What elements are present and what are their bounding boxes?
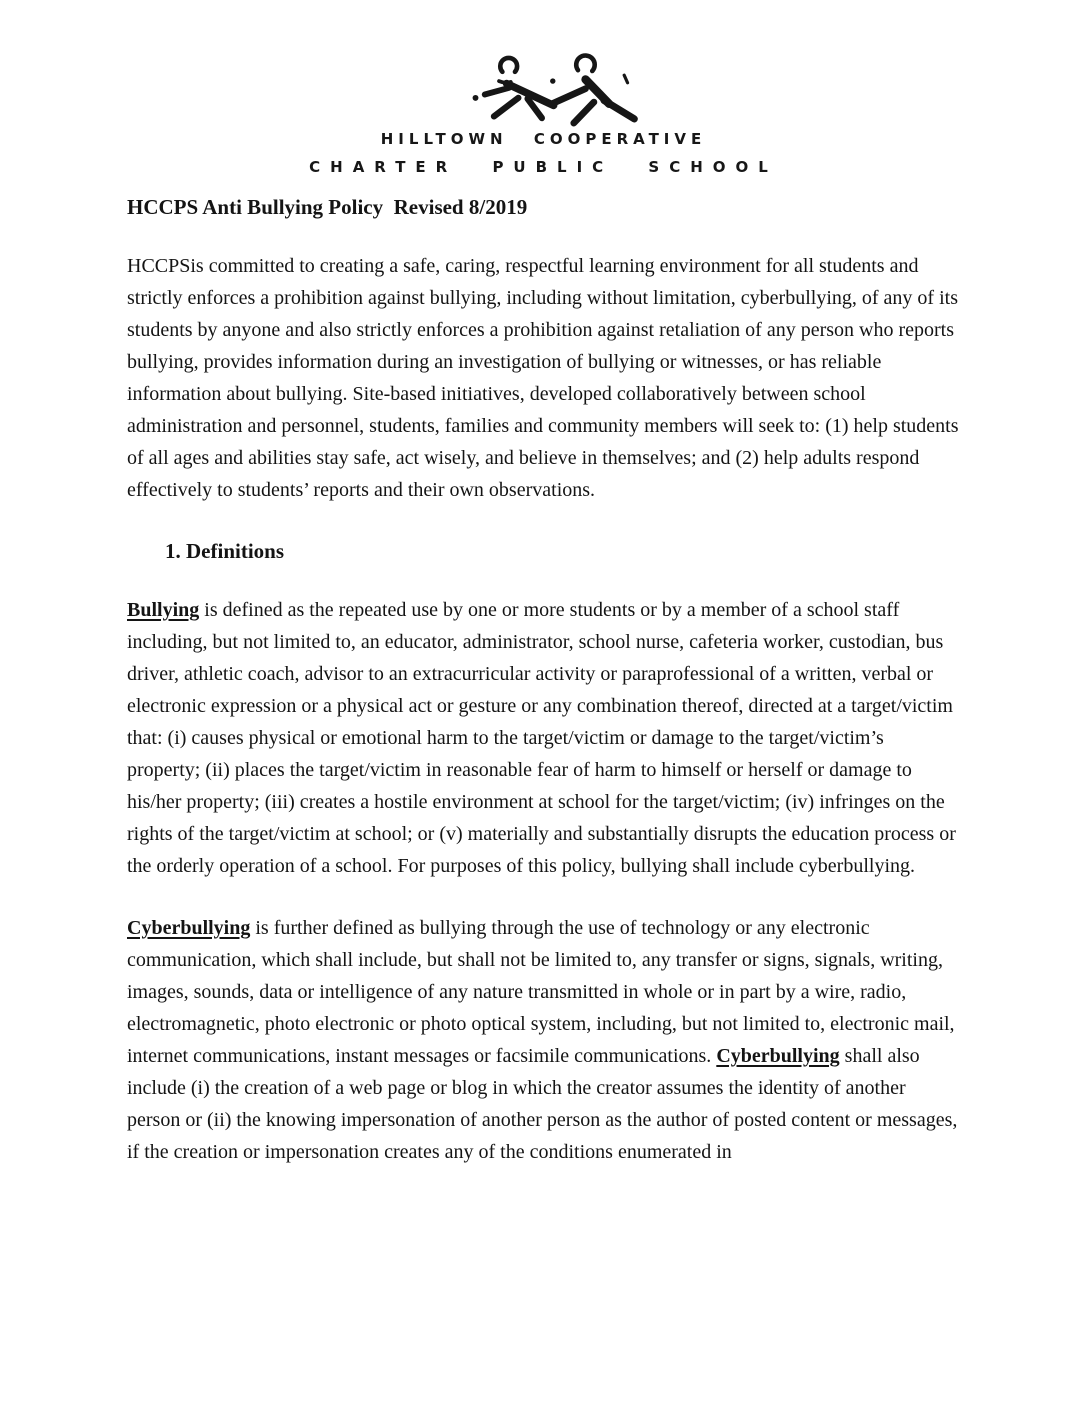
school-name-line2: CHARTER PUBLIC SCHOOL bbox=[309, 158, 778, 176]
definitions-heading: 1. Definitions bbox=[165, 539, 285, 563]
school-name-line1: HILLTOWN COOPERATIVE bbox=[380, 130, 707, 148]
bullying-term: Bullying bbox=[127, 599, 200, 621]
children-running-icon bbox=[127, 50, 960, 134]
cyberbullying-definition-paragraph bbox=[127, 912, 960, 1168]
intro-paragraph: HCCPSis committed to creating a safe, caring, respectful learning environment for all students and strictly enforces a prohibition against bullying, including without limitation, cyberbullying, of any of its students by anyone and also strictly enforces a prohibition against retaliation of any person who reports bullying, provides information during an investigation of bullying or witnesses, or has reliable information about bullying. Site-based initiatives, developed collaboratively between school administration and personnel, students, families and community members will seek to: (1) help students of all ages and abilities stay safe, act wisely, and believe in themselves; and (2) help adults respond effectively to students’ reports and their own observations. bbox=[127, 255, 959, 501]
cyberbullying-term: Cyberbullying bbox=[127, 917, 251, 939]
document-title: HCCPS Anti Bullying Policy Revised 8/2019 bbox=[127, 195, 528, 219]
school-logo bbox=[127, 50, 960, 176]
cyberbullying-term-2: Cyberbullying bbox=[716, 1045, 840, 1067]
cyberbullying-definition-text-1: is further defined as bullying through the use of technology or any electronic communication, which shall include, but shall not be limited to, any transfer or signs, signals, writing, images, sounds, data or intelligence of any nature transmitted in whole or in part by a wire, radio, electromagnetic, photo electronic or photo optical system, including, but not limited to, electronic mail, internet communications, instant messages or facsimile communications. bbox=[127, 917, 955, 1067]
bullying-definition-paragraph bbox=[127, 594, 960, 882]
bullying-definition-text: is defined as the repeated use by one or more students or by a member of a school staff including, but not limited to, an educator, administrator, school nurse, cafeteria worker, custodian, bus driver, athletic coach, advisor to an extracurricular activity or paraprofessional of a written, verbal or electronic expression or a physical act or gesture or any combination thereof, directed at a target/victim that: (i) causes physical or emotional harm to the target/victim or damage to the target/victim’s property; (ii) places the target/victim in reasonable fear of harm to himself or herself or damage to his/her property; (iii) creates a hostile environment at school for the target/victim; (iv) infringes on the rights of the target/victim at school; or (v) materially and substantially disrupts the education process or the orderly operation of a school. For purposes of this policy, bullying shall include cyberbullying. bbox=[127, 599, 956, 877]
cyberbullying-definition-text-2: shall also include (i) the creation of a web page or blog in which the creator assumes the identity of another person or (ii) the knowing impersonation of another person as the author of posted content or messages, if the creation or impersonation creates any of the conditions enumerated in bbox=[127, 1045, 958, 1163]
